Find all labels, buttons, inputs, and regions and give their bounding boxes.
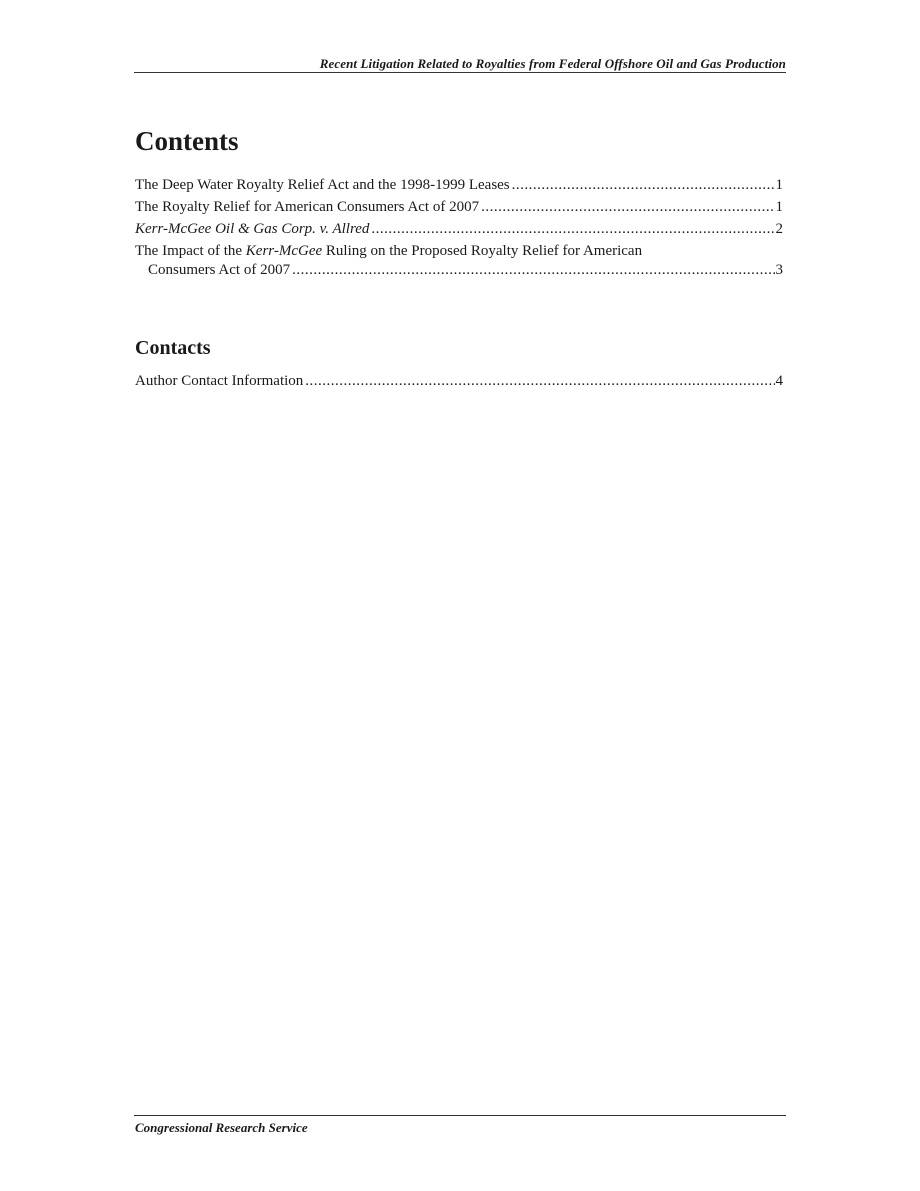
toc-entry[interactable] bbox=[135, 372, 783, 391]
contacts-title: Contacts bbox=[135, 337, 211, 359]
toc-page-number: 1 bbox=[775, 199, 783, 215]
toc-entry-text: Ruling on the Proposed Royalty Relief for American bbox=[322, 243, 643, 259]
toc-page-number: 2 bbox=[775, 221, 783, 237]
toc-entry[interactable] bbox=[135, 176, 783, 195]
toc-entry[interactable] bbox=[135, 220, 783, 239]
footer-rule bbox=[134, 1115, 786, 1116]
contents-list bbox=[135, 176, 783, 283]
dot-leader bbox=[481, 198, 774, 217]
running-footer: Congressional Research Service bbox=[135, 1120, 308, 1135]
dot-leader bbox=[512, 176, 775, 195]
header-rule bbox=[134, 72, 786, 73]
dot-leader bbox=[305, 372, 774, 391]
contacts-list bbox=[135, 372, 783, 394]
toc-entry[interactable] bbox=[135, 198, 783, 217]
contents-title: Contents bbox=[135, 126, 239, 156]
toc-entry[interactable] bbox=[135, 242, 783, 280]
running-header: Recent Litigation Related to Royalties from Federal Offshore Oil and Gas Production bbox=[319, 56, 786, 71]
toc-page-number: 4 bbox=[775, 373, 783, 389]
toc-entry-text: The Royalty Relief for American Consumers Act of 2007 bbox=[135, 199, 480, 215]
toc-entry-text: The Deep Water Royalty Relief Act and the 1998-1999 Leases bbox=[135, 177, 510, 193]
toc-entry-text: The Impact of the bbox=[135, 243, 246, 259]
toc-entry-text-italic: Kerr-McGee bbox=[245, 243, 323, 259]
toc-entry-text: Kerr-McGee Oil & Gas Corp. v. Allred bbox=[135, 221, 370, 237]
toc-page-number: 3 bbox=[775, 262, 783, 278]
dot-leader bbox=[292, 261, 774, 280]
dot-leader bbox=[371, 220, 774, 239]
toc-entry-text: Author Contact Information bbox=[135, 373, 304, 389]
toc-page-number: 1 bbox=[775, 177, 783, 193]
toc-entry-text-continued: Consumers Act of 2007 bbox=[148, 262, 291, 278]
